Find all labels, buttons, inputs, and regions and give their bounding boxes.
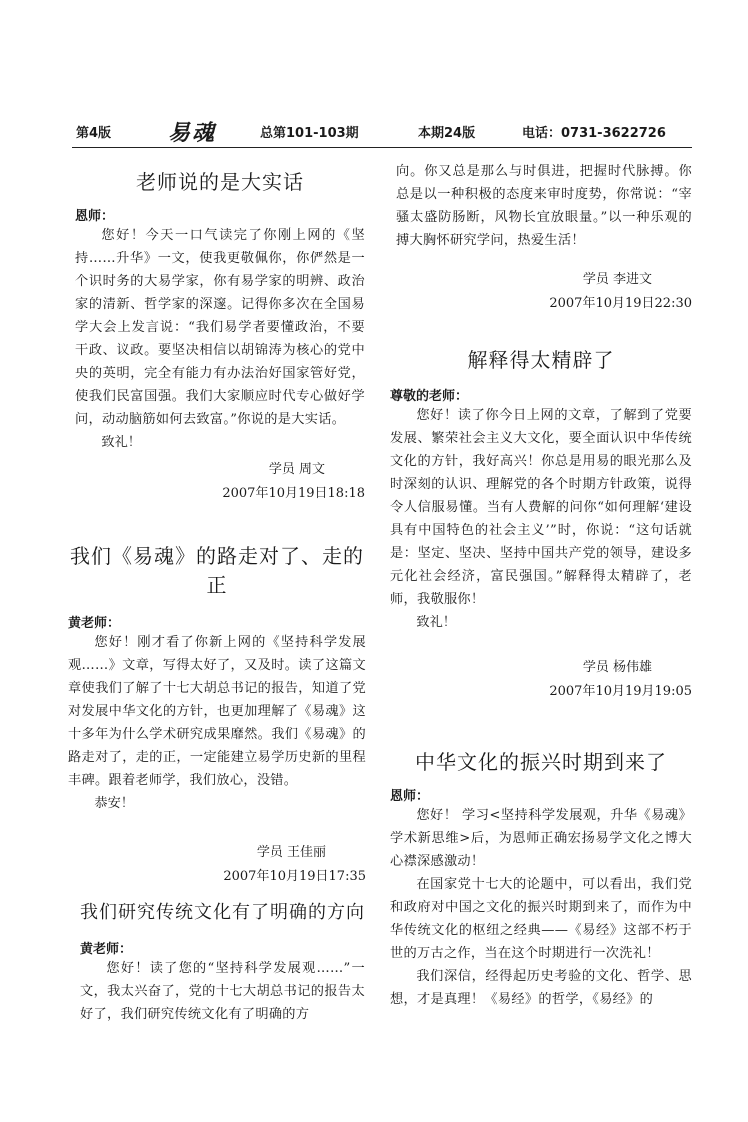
- letter-4-signature: 学员 杨伟雄: [582, 660, 652, 675]
- header-rule: [72, 147, 692, 148]
- letter-2-date: 2007年10月19日17:35: [223, 869, 366, 884]
- letter-3-salutation: 黄老师：: [80, 942, 133, 957]
- issue-number: 总第101-103期: [260, 126, 359, 141]
- letter-5-paragraph-3: 我们深信，经得起历史考验的文化、哲学、思想，才是真理！《易经》的哲学，《易经》的: [390, 969, 692, 1007]
- letter-3-title: 我们研究传统文化有了明确的方向: [80, 902, 365, 923]
- letter-3-date: 2007年10月19日22:30: [549, 296, 692, 311]
- letter-5-paragraph-2: 在国家党十七大的论题中，可以看出，我们党和政府对中国之文化的振兴时期到来了，而作为中华传统文化的枢纽之经典——《易经》这部不朽于世的万古之作，当在这个时期进行一次洗礼！: [390, 877, 692, 961]
- letter-3-body: 您好！读了您的“坚持科学发展观……”一文，我太兴奋了，党的十七大胡总书记的报告太好了，我们研究传统文化有了明确的方: [80, 961, 365, 1022]
- letter-2-salutation: 黄老师：: [68, 616, 121, 631]
- letter-3-signature: 学员 李进文: [582, 272, 652, 287]
- letter-4: [390, 344, 692, 704]
- letter-1-date: 2007年10月19日18:18: [222, 486, 365, 501]
- letter-5-salutation: 恩师：: [390, 789, 430, 804]
- letter-3: [80, 898, 365, 1049]
- letter-2-body: 您好！刚才看了你新上网的《坚持科学发展观……》文章，写得太好了，又及时。读了这篇文章使我们了解了十七大胡总书记的报告，知道了党对发展中华文化的方针，也更加理解了《易魂》这十多年为什么学术研究成果靡然。我们《易魂》的路走对了，走的正，一定能建立易学历史新的里程丰碑。跟着老师学，我们放心，没错。: [68, 635, 366, 788]
- phone-number: 电话：0731-3622726: [522, 126, 666, 141]
- letter-4-body: 您好！读了你今日上网的文章，了解到了党要发展、繁荣社会主义大文化，要全面认识中华传统文化的方针，我好高兴！你总是用易的眼光那么及时深刻的认识、理解党的各个时期方针政策，说得令人信服易懂。当有人费解的问你“如何理解‘建设具有中国特色的社会主义’”时，你说：“这句话就是：坚定、坚决、坚持中国共产党的领导，建设多元化社会经济，富民强国。”解释得太精辟了，老师，我敬服你！: [390, 408, 692, 607]
- letter-1-closing: 致礼！: [101, 435, 141, 450]
- letter-2-closing: 恭安！: [94, 796, 134, 811]
- letter-1-salutation: 恩师：: [75, 209, 115, 224]
- letter-2: [68, 540, 366, 889]
- letter-1-body: 您好！今天一口气读完了你刚上网的《坚持……升华》一文，使我更敬佩你，你俨然是一个识时务的大易学家，你有易学家的明辨、政治家的清新、哲学家的深邃。记得你多次在全国易学大会上发言说：“我们易学者要懂政治，不要干政、议政。要坚决相信以胡锦涛为核心的党中央的英明，完全有能力有办法治好国家管好党，使我们民富国强。我们大家顺应时代专心做好学问，动动脑筋如何去致富。”你说的是大实话。: [75, 228, 365, 427]
- letter-4-title: 解释得太精辟了: [467, 348, 615, 372]
- letter-5: [390, 746, 692, 1011]
- letter-1-title: 老师说的是大实话: [136, 170, 304, 194]
- letter-2-title: 我们《易魂》的路走对了、走的正: [70, 544, 364, 597]
- letter-4-closing: 致礼！: [416, 615, 456, 630]
- letter-3-body-continued: 向。你又总是那么与时俱进，把握时代脉搏。你总是以一种积极的态度来审时度势，你常说：“宰骚太盛防肠断，风物长宜放眼量。”以一种乐观的搏大胸怀研究学问，热爱生活！: [396, 164, 692, 248]
- letter-5-paragraph-1: 您好！ 学习<坚持科学发展观，升华《易魂》学术新思维>后，为恩师正确宏扬易学文化之博大心襟深感激动！: [390, 808, 692, 869]
- letter-1: [75, 160, 365, 506]
- page-number: 第4版: [76, 126, 112, 141]
- section-count: 本期24版: [418, 126, 476, 141]
- letter-5-title: 中华文化的振兴时期到来了: [415, 750, 667, 774]
- letter-4-date: 2007年10月19月19:05: [549, 684, 692, 699]
- letter-4-salutation: 尊敬的老师：: [390, 389, 469, 404]
- letter-3-continued: [396, 160, 692, 316]
- letter-2-signature: 学员 王佳丽: [256, 845, 326, 860]
- page-header: [72, 116, 692, 146]
- masthead-title: 易魂: [168, 120, 217, 146]
- letter-1-signature: 学员 周文: [268, 462, 325, 477]
